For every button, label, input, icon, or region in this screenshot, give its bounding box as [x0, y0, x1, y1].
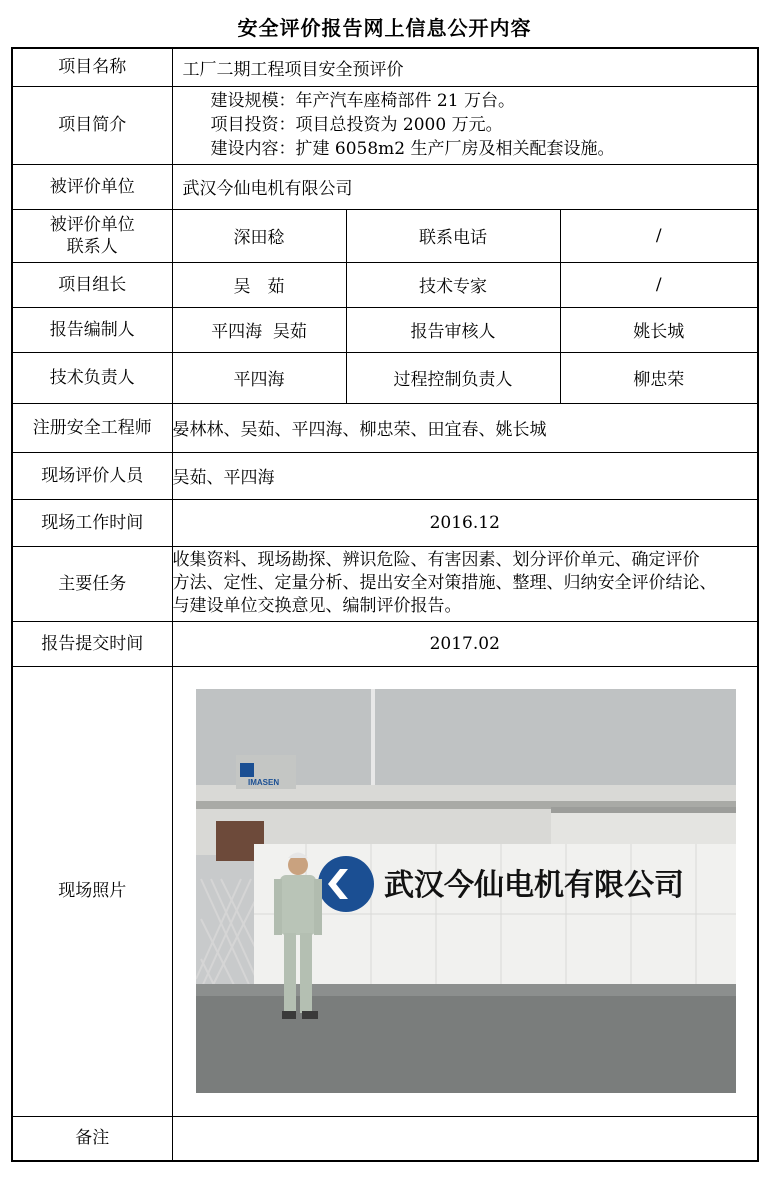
- page-title: 安全评价报告网上信息公开内容: [237, 16, 532, 40]
- main-tasks-value: [172, 546, 758, 621]
- info-table: [11, 47, 759, 1162]
- onsite-time-label: 现场工作时间: [12, 499, 172, 546]
- submit-time-label: 报告提交时间: [12, 621, 172, 666]
- process-control-label: 过程控制负责人: [346, 352, 560, 403]
- tasks-line-3: 与建设单位交换意见、编制评价报告。: [172, 596, 462, 616]
- row-main-tasks: [12, 546, 758, 621]
- onsite-time-value: 2016.12: [172, 499, 758, 546]
- onsite-staff-label: 现场评价人员: [12, 452, 172, 499]
- expert-value: /: [560, 262, 758, 307]
- tasks-line-1: 收集资料、现场勘探、辨识危险、有害因素、划分评价单元、确定评价: [172, 550, 700, 570]
- submit-time-value: 2017.02: [172, 621, 758, 666]
- row-project-intro: [12, 86, 758, 164]
- project-intro-label: 项目简介: [12, 86, 172, 164]
- intro-line-content: 建设内容：扩建 6058m2 生产厂房及相关配套设施。: [210, 139, 615, 159]
- row-onsite-time: [12, 499, 758, 546]
- row-contact: [12, 209, 758, 262]
- expert-label: 技术专家: [346, 262, 560, 307]
- photo-label: 现场照片: [12, 666, 172, 1116]
- row-onsite-staff: [12, 452, 758, 499]
- project-name-label: 项目名称: [12, 48, 172, 86]
- row-report-author: [12, 307, 758, 352]
- intro-line-scale: 建设规模：年产汽车座椅部件 21 万台。: [210, 91, 515, 111]
- phone-label: 联系电话: [346, 209, 560, 262]
- main-tasks-label: 主要任务: [12, 546, 172, 621]
- tech-lead-value: 平四海: [172, 352, 346, 403]
- wall-sign-text: 武汉今仙电机有限公司: [383, 867, 684, 903]
- contact-value: 深田稔: [172, 209, 346, 262]
- remarks-value: [172, 1116, 758, 1161]
- evaluated-unit-label: 被评价单位: [12, 164, 172, 209]
- onsite-staff-value: 吴茹、平四海: [172, 452, 758, 499]
- reviewer-value: 姚长城: [560, 307, 758, 352]
- evaluated-unit-value: 武汉今仙电机有限公司: [172, 164, 758, 209]
- site-photo: [196, 689, 736, 1093]
- row-submit-time: [12, 621, 758, 666]
- reviewer-label: 报告审核人: [346, 307, 560, 352]
- row-project-name: [12, 48, 758, 86]
- engineers-value: 晏林林、吴茹、平四海、柳忠荣、田宜春、姚长城: [172, 403, 758, 452]
- tech-lead-label: 技术负责人: [12, 352, 172, 403]
- site-photo-illustration: [196, 689, 736, 1093]
- row-engineers: [12, 403, 758, 452]
- row-photo: [12, 666, 758, 1116]
- intro-line-investment: 项目投资：项目总投资为 2000 万元。: [210, 115, 503, 135]
- project-name-value: 工厂二期工程项目安全预评价: [172, 48, 758, 86]
- tasks-line-2: 方法、定性、定量分析、提出安全对策措施、整理、归纳安全评价结论、: [172, 573, 717, 593]
- team-leader-label: 项目组长: [12, 262, 172, 307]
- process-control-value: 柳忠荣: [560, 352, 758, 403]
- report-author-value: 平四海 吴茹: [172, 307, 346, 352]
- imasen-logo-text: IMASEN: [247, 777, 279, 787]
- row-remarks: [12, 1116, 758, 1161]
- team-leader-value: 吴 茹: [172, 262, 346, 307]
- row-evaluated-unit: [12, 164, 758, 209]
- photo-cell: [172, 666, 758, 1116]
- remarks-label: 备注: [12, 1116, 172, 1161]
- contact-label-line1: 被评价单位: [49, 214, 135, 235]
- engineers-label: 注册安全工程师: [12, 403, 172, 452]
- row-team-leader: [12, 262, 758, 307]
- contact-label-line2: 联系人: [66, 236, 118, 257]
- report-author-label: 报告编制人: [12, 307, 172, 352]
- row-tech-lead: [12, 352, 758, 403]
- phone-value: /: [560, 209, 758, 262]
- contact-label: [12, 209, 172, 262]
- project-intro-value: [172, 86, 758, 164]
